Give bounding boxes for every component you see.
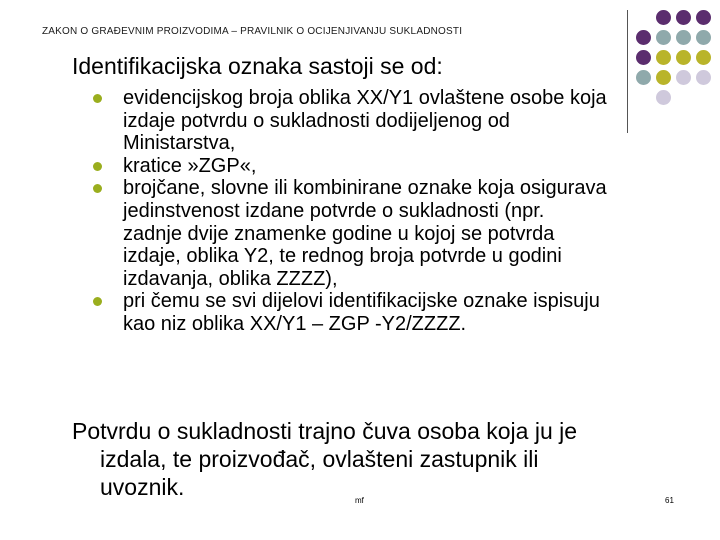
decorative-dot <box>696 30 711 45</box>
decorative-dot <box>696 70 711 85</box>
closing-line-2: izdala, te proizvođač, ovlašteni zastupnik ili <box>100 446 539 472</box>
decorative-dot <box>676 50 691 65</box>
decorative-dot <box>636 70 651 85</box>
decorative-dot <box>636 30 651 45</box>
bullet-line: brojčane, slovne ili kombinirane oznake koja osigurava <box>123 177 607 200</box>
bullet-line: Ministarstva, <box>123 132 236 155</box>
bullet-dot-icon <box>93 184 102 193</box>
bullet-line: izdaje, oblika Y2, te rednog broja potvrde u godini <box>123 245 562 268</box>
decorative-dot <box>676 30 691 45</box>
footer-author: mf <box>355 496 364 505</box>
intro-heading: Identifikacijska oznaka sastoji se od: <box>72 53 443 79</box>
decorative-dot <box>656 50 671 65</box>
bullet-line: jedinstvenost izdane potvrde o sukladnosti (npr. <box>123 199 545 222</box>
bullet-line: kao niz oblika XX/Y1 – ZGP -Y2/ZZZZ. <box>123 312 467 335</box>
bullet-line: zadnje dvije znamenke godine u kojoj se potvrda <box>123 222 555 245</box>
slide-number: 61 <box>665 496 674 505</box>
bullet-item-4 <box>93 290 693 335</box>
closing-line-1: Potvrdu o sukladnosti trajno čuva osoba koja ju je <box>72 418 578 444</box>
bullet-item-1 <box>93 87 693 155</box>
decorative-dot <box>676 10 691 25</box>
slide-header: ZAKON O GRAĐEVNIM PROIZVODIMA – PRAVILNIK O OCIJENJIVANJU SUKLADNOSTI <box>42 26 463 37</box>
bullet-line: evidencijskog broja oblika XX/Y1 ovlaštene osobe koja <box>123 87 607 109</box>
bullet-line: pri čemu se svi dijelovi identifikacijske oznake ispisuju <box>123 290 600 313</box>
bullet-list <box>93 87 693 336</box>
bullet-item-3 <box>93 177 693 290</box>
closing-line-3: uvoznik. <box>100 474 185 500</box>
bullet-line: izdaje potvrdu o sukladnosti dodijeljenog od <box>123 109 510 132</box>
bullet-line: kratice »ZGP«, <box>123 154 257 177</box>
decorative-dot <box>656 70 671 85</box>
bullet-dot-icon <box>93 162 102 171</box>
decorative-dot <box>676 70 691 85</box>
bullet-dot-icon <box>93 297 102 306</box>
decorative-dot <box>656 30 671 45</box>
decorative-dot <box>656 10 671 25</box>
decorative-dot <box>696 50 711 65</box>
bullet-dot-icon <box>93 94 102 103</box>
decorative-dot <box>636 50 651 65</box>
decorative-dot <box>696 10 711 25</box>
closing-paragraph <box>72 417 672 501</box>
bullet-line: izdavanja, oblika ZZZZ), <box>123 267 338 290</box>
bullet-item-2 <box>93 155 693 178</box>
